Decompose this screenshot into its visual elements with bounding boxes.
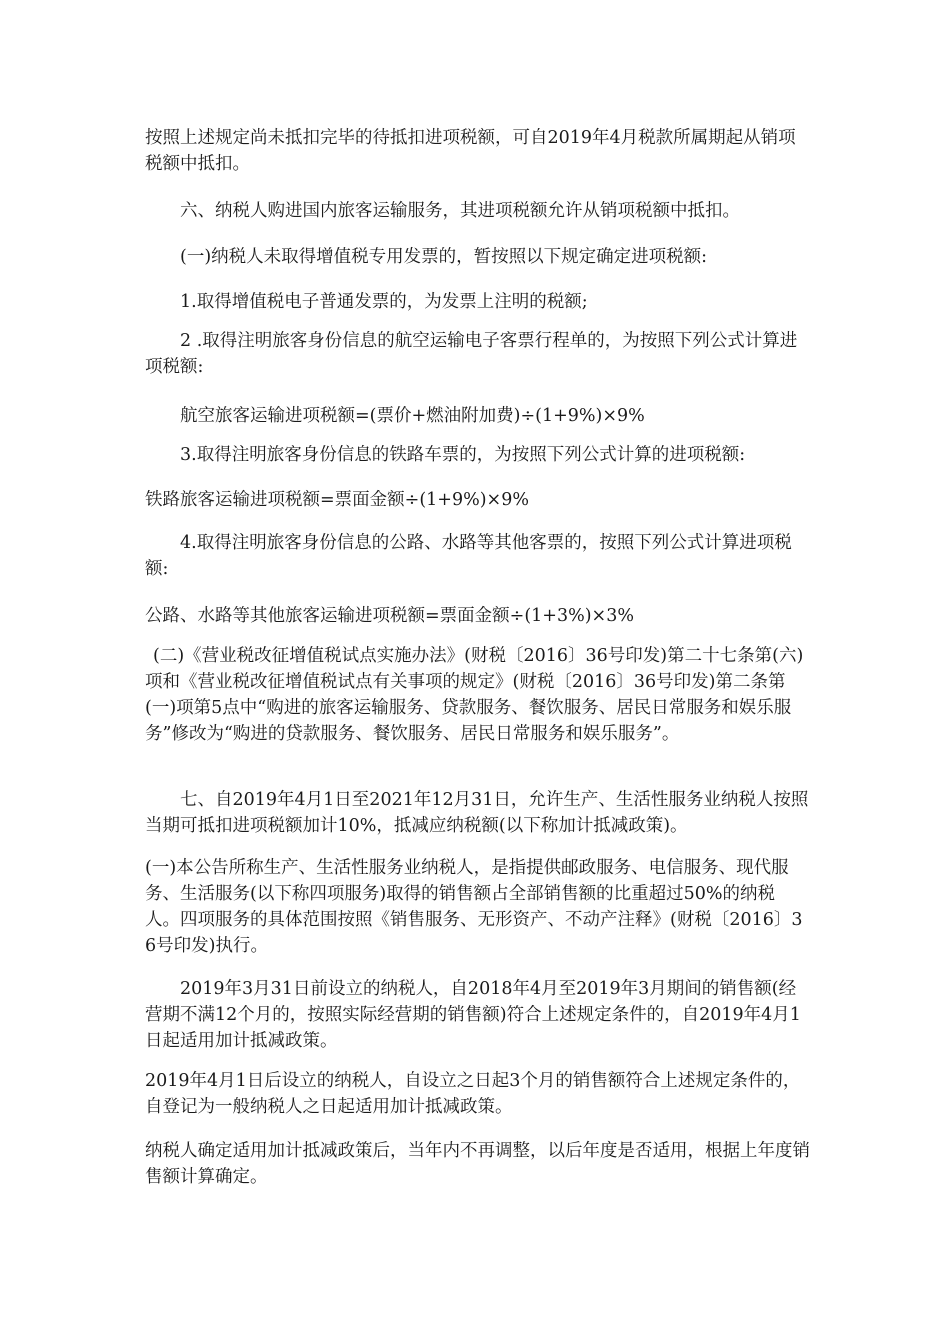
paragraph-carryover-deduction: 按照上述规定尚未抵扣完毕的待抵扣进项税额，可自2019年4月税款所属期起从销项税额中抵扣。 xyxy=(145,128,796,174)
paragraph-annual-determination: 纳税人确定适用加计抵减政策后，当年内不再调整，以后年度是否适用，根据上年度销售额计算确定。 xyxy=(145,1141,810,1187)
paragraph-point-one: 1.取得增值税电子普通发票的，为发票上注明的税额; xyxy=(180,292,588,312)
formula-air-transport: 航空旅客运输进项税额=(票价+燃油附加费)÷(1+9%)×9% xyxy=(180,406,645,426)
paragraph-established-after: 2019年4月1日后设立的纳税人，自设立之日起3个月的销售额符合上述规定条件的，自登记为一般纳税人之日起适用加计抵减政策。 xyxy=(145,1071,801,1117)
formula-road-water-transport: 公路、水路等其他旅客运输进项税额=票面金额÷(1+3%)×3% xyxy=(145,606,634,626)
paragraph-section-six: 六、纳税人购进国内旅客运输服务，其进项税额允许从销项税额中抵扣。 xyxy=(180,201,740,221)
paragraph-item-one: (一)纳税人未取得增值税专用发票的，暂按照以下规定确定进项税额: xyxy=(180,247,708,267)
paragraph-item-two: (二)《营业税改征增值税试点实施办法》(财税〔2016〕36号印发)第二十七条第(六)项和《营业税改征增值税试点有关事项的规定》(财税〔2016〕36号印发)第二条第(一)项第5点中“购进的旅客运输服务、贷款服务、餐饮服务、居民日常服务和娱乐服务”修改为“购进的贷款服务、餐饮服务、居民日常服务和娱乐服务”。 xyxy=(145,646,804,744)
paragraph-section-seven: 七、自2019年4月1日至2021年12月31日，允许生产、生活性服务业纳税人按照当期可抵扣进项税额加计10%，抵减应纳税额(以下称加计抵减政策)。 xyxy=(145,790,809,836)
paragraph-established-before: 2019年3月31日前设立的纳税人，自2018年4月至2019年3月期间的销售额(经营期不满12个月的，按照实际经营期的销售额)符合上述规定条件的，自2019年4月1日起适用加计抵减政策。 xyxy=(145,979,801,1051)
formula-railway-transport: 铁路旅客运输进项税额=票面金额÷(1+9%)×9% xyxy=(145,490,529,510)
paragraph-point-four: 4.取得注明旅客身份信息的公路、水路等其他客票的，按照下列公式计算进项税额: xyxy=(145,533,792,579)
paragraph-point-three: 3.取得注明旅客身份信息的铁路车票的，为按照下列公式计算的进项税额: xyxy=(180,445,746,465)
paragraph-definition: (一)本公告所称生产、生活性服务业纳税人，是指提供邮政服务、电信服务、现代服务、生活服务(以下称四项服务)取得的销售额占全部销售额的比重超过50%的纳税人。四项服务的具体范围按照《销售服务、无形资产、不动产注释》(财税〔2016〕36号印发)执行。 xyxy=(145,858,803,956)
paragraph-point-two: 2 .取得注明旅客身份信息的航空运输电子客票行程单的，为按照下列公式计算进项税额: xyxy=(145,331,798,377)
